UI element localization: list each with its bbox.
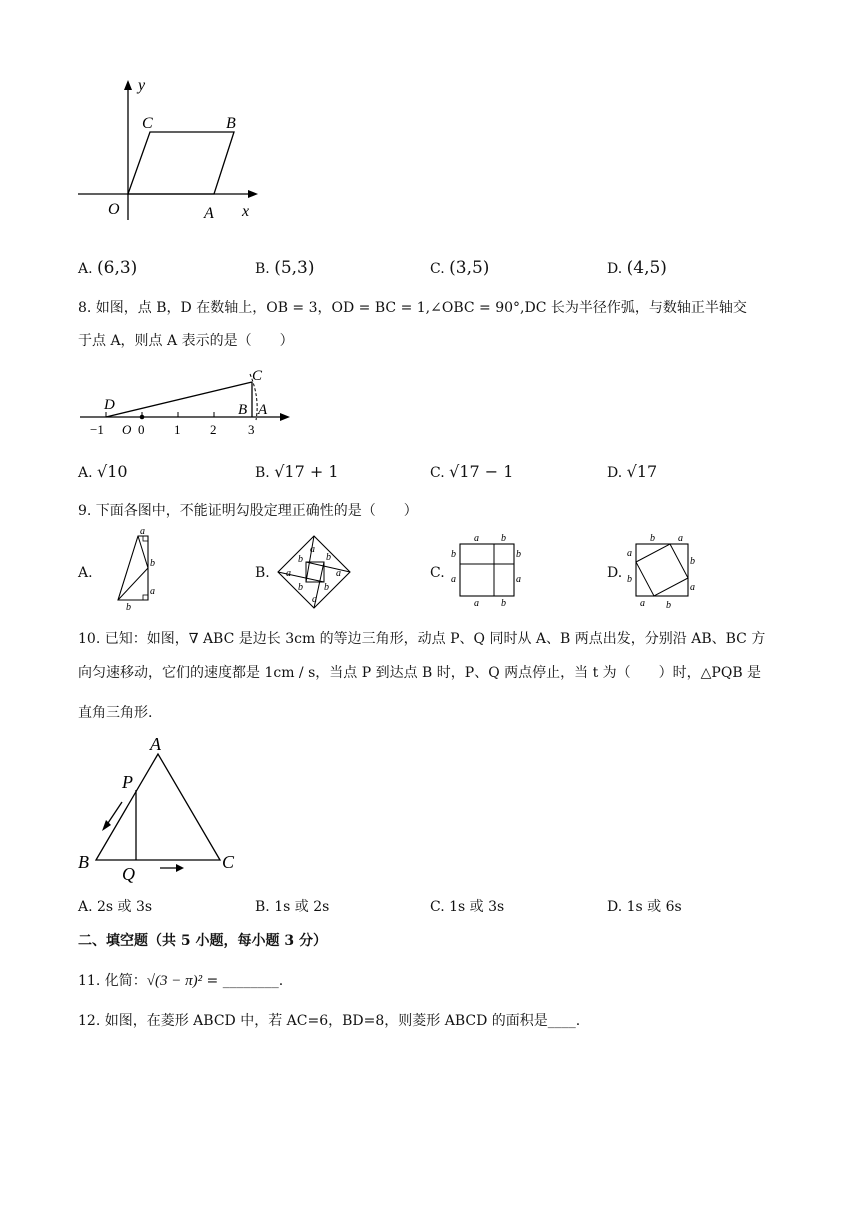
- arrow-q-head: [176, 864, 184, 872]
- fig-b-label-5: a: [336, 568, 341, 579]
- a-label: A: [258, 402, 268, 418]
- q10-option-b: B. 1s 或 2s: [255, 899, 330, 915]
- fig-a-outline: [118, 536, 148, 600]
- fig-c-label-a-left: a: [451, 574, 456, 585]
- label-neg1: −1: [90, 422, 104, 437]
- x-label: x: [242, 203, 250, 220]
- q8-option-d: D. √17: [607, 462, 658, 481]
- triangle-abc: [96, 754, 220, 860]
- q-label: Q: [122, 864, 135, 884]
- fig-b-label-2: b: [298, 554, 303, 565]
- c-label: C: [222, 852, 235, 872]
- fig-c-label-a-bottom: a: [474, 598, 479, 609]
- q7-figure: [76, 76, 266, 226]
- y-label: y: [138, 77, 146, 94]
- b-label: B: [226, 115, 236, 132]
- fig-a-label-b-bottom: b: [126, 602, 131, 613]
- fig-a-right-angle-bottom: [143, 595, 148, 600]
- origin-point: [140, 415, 145, 420]
- q9-option-c-label: C.: [430, 565, 445, 581]
- a-label: A: [150, 734, 161, 754]
- q9-figure-b: [274, 532, 354, 612]
- c-label: C: [142, 115, 153, 132]
- fig-d-label-b-top: b: [650, 533, 655, 544]
- fig-b-line4: [278, 572, 324, 582]
- d-label: D: [104, 397, 115, 413]
- label-2: 2: [210, 422, 217, 437]
- q10-stem-line1: 10. 已知：如图，∇ ABC 是边长 3cm 的等边三角形，动点 P、Q 同时从 A、B 两点出发，分别沿 AB、BC 方: [78, 631, 766, 647]
- c-label: C: [252, 368, 263, 384]
- fig-a-label-b-right: b: [150, 558, 155, 569]
- fig-b-label-1: a: [310, 544, 315, 555]
- q9-figure-d: [624, 532, 704, 612]
- q8-stem-line1: 8. 如图，点 B，D 在数轴上，OB = 3，OD = BC = 1,∠OBC = 90°,DC 长为半径作弧，与数轴正半轴交: [78, 300, 747, 316]
- q10-stem-line3: 直角三角形.: [78, 705, 153, 721]
- fig-c-label-b-bottom: b: [501, 598, 506, 609]
- fig-d-inner-square: [636, 544, 688, 596]
- b-label: B: [78, 852, 89, 872]
- q7-option-b: B. (5,3): [255, 258, 315, 278]
- fig-b-label-8: a: [312, 594, 317, 605]
- q11-suffix: = ________.: [202, 973, 284, 989]
- q9-option-a-label: A.: [78, 565, 93, 581]
- o-label: O: [108, 201, 120, 218]
- q11-prefix: 11. 化简：: [78, 973, 147, 989]
- p-label: P: [122, 772, 133, 792]
- label-o: O: [122, 422, 132, 437]
- fig-c-label-b-top: b: [501, 533, 506, 544]
- section-title: 二、填空题（共 5 小题，每小题 3 分）: [78, 933, 327, 949]
- fig-c-label-a-right: a: [516, 574, 521, 585]
- q8-option-b: B. √17 + 1: [255, 462, 339, 481]
- fig-b-label-7: b: [324, 582, 329, 593]
- number-line-arrow: [280, 413, 290, 421]
- fig-b-label-3: b: [326, 552, 331, 563]
- x-axis-arrow: [248, 190, 258, 198]
- fig-b-line2: [306, 562, 350, 572]
- a-label: A: [204, 205, 214, 222]
- q10-option-c: C. 1s 或 3s: [430, 899, 505, 915]
- q9-figure-c: [448, 532, 528, 612]
- fig-d-label-b-right: b: [690, 556, 695, 567]
- q9-option-b-label: B.: [255, 565, 270, 581]
- fig-a-label-a-right: a: [150, 586, 155, 597]
- q10-option-d: D. 1s 或 6s: [607, 899, 682, 915]
- fig-c-label-b-right: b: [516, 549, 521, 560]
- segment-dc: [106, 382, 252, 417]
- parallelogram: [128, 132, 234, 194]
- q9-stem: 9. 下面各图中，不能证明勾股定理正确性的是（ ）: [78, 503, 418, 519]
- q8-number-line-figure: [76, 364, 296, 440]
- fig-b-label-6: b: [298, 582, 303, 593]
- label-3: 3: [248, 422, 255, 437]
- fig-d-label-a-top: a: [678, 533, 683, 544]
- q7-option-a: A. (6,3): [78, 258, 138, 278]
- fig-a-label-a-top: a: [140, 526, 145, 537]
- q11-line: [78, 970, 788, 992]
- q7-option-c: C. (3,5): [430, 258, 490, 278]
- fig-c-square: [460, 544, 514, 596]
- fig-c-label-a-top: a: [474, 533, 479, 544]
- q12-line: 12. 如图，在菱形 ABCD 中，若 AC=6，BD=8，则菱形 ABCD 的面积是____.: [78, 1013, 581, 1029]
- q10-triangle-figure: [76, 732, 246, 884]
- fig-c-label-b-left: b: [451, 549, 456, 560]
- label-0: 0: [138, 422, 145, 437]
- y-axis-arrow: [124, 80, 132, 90]
- q9-figure-a: [104, 526, 164, 613]
- q7-option-d: D. (4,5): [607, 258, 667, 278]
- q10-stem-line2: 向匀速移动，它们的速度都是 1cm / s，当点 P 到达点 B 时，P、Q 两点停止，当 t 为（ ）时，△PQB 是: [78, 665, 762, 681]
- fig-d-outer-square: [636, 544, 688, 596]
- q9-option-d-label: D.: [607, 565, 623, 581]
- q8-option-a: A. √10: [78, 462, 128, 481]
- fig-b-label-4: a: [286, 568, 291, 579]
- fig-d-label-b-left: b: [627, 574, 632, 585]
- q10-option-a: A. 2s 或 3s: [78, 899, 153, 915]
- q8-stem-line2: 于点 A，则点 A 表示的是（ ）: [78, 333, 294, 349]
- fig-d-label-a-right: a: [690, 582, 695, 593]
- b-label: B: [238, 402, 248, 418]
- label-1: 1: [174, 422, 181, 437]
- q8-option-c: C. √17 − 1: [430, 462, 514, 481]
- fig-d-label-a-bottom: a: [640, 598, 645, 609]
- q11-expression: √(3 − π)²: [146, 973, 203, 989]
- fig-d-label-b-bottom: b: [666, 600, 671, 611]
- fig-d-label-a-left: a: [627, 548, 632, 559]
